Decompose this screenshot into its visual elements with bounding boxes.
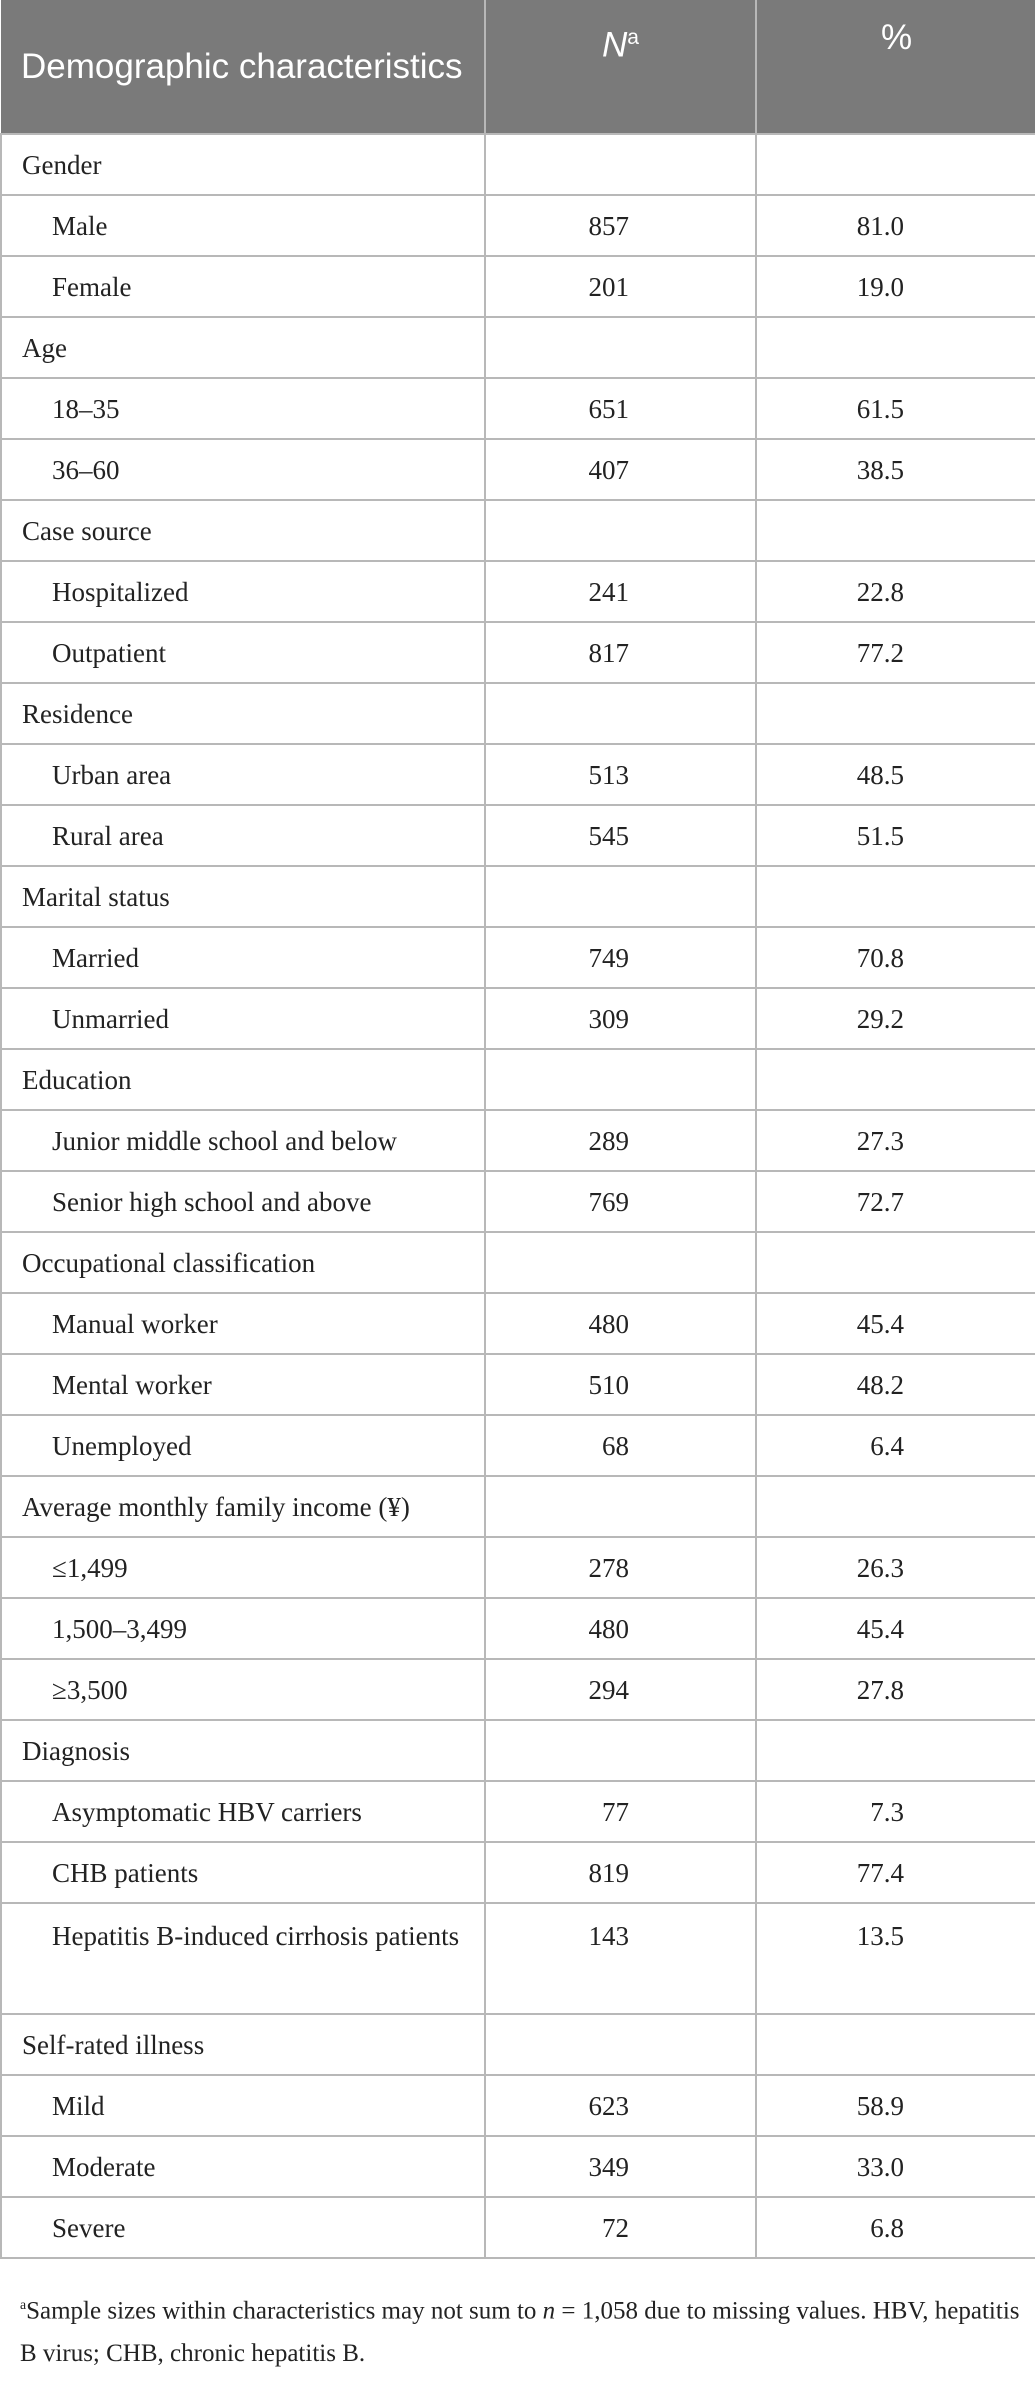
category-row [1,1720,1035,1781]
row-label: 36–60 [1,439,485,500]
row-label: Asymptomatic HBV carriers [1,1781,485,1842]
percent-cell [756,1049,1035,1110]
row-label: Severe [1,2197,485,2258]
count-cell: 513 [485,744,756,805]
table-row [1,988,1035,1049]
count-cell [485,134,756,195]
row-label: Mild [1,2075,485,2136]
count-cell: 545 [485,805,756,866]
table-row [1,1110,1035,1171]
category-row [1,1049,1035,1110]
category-label: Diagnosis [1,1720,485,1781]
percent-cell: 45.4 [756,1598,1035,1659]
table-row [1,256,1035,317]
category-label: Gender [1,134,485,195]
count-cell: 407 [485,439,756,500]
percent-cell: 22.8 [756,561,1035,622]
row-label: 1,500–3,499 [1,1598,485,1659]
count-cell: 857 [485,195,756,256]
table-row [1,1598,1035,1659]
footnote-text-before: Sample sizes within characteristics may not sum to [26,2297,543,2325]
table-row [1,2075,1035,2136]
percent-cell: 72.7 [756,1171,1035,1232]
category-row [1,134,1035,195]
count-cell: 749 [485,927,756,988]
row-label: Manual worker [1,1293,485,1354]
count-cell [485,1720,756,1781]
table-row [1,1537,1035,1598]
table-row [1,439,1035,500]
count-cell: 510 [485,1354,756,1415]
count-cell: 77 [485,1781,756,1842]
category-label: Education [1,1049,485,1110]
row-label: Rural area [1,805,485,866]
count-cell [485,2014,756,2075]
category-row [1,1232,1035,1293]
table-header [1,0,1035,134]
percent-cell: 77.4 [756,1842,1035,1903]
count-cell: 201 [485,256,756,317]
table-row [1,561,1035,622]
percent-cell [756,683,1035,744]
table-row [1,1354,1035,1415]
count-cell: 289 [485,1110,756,1171]
percent-cell: 51.5 [756,805,1035,866]
percent-cell: 6.4 [756,1415,1035,1476]
percent-cell: 81.0 [756,195,1035,256]
table-row [1,1903,1035,2014]
percent-cell [756,134,1035,195]
category-label: Residence [1,683,485,744]
table-row [1,744,1035,805]
percent-cell: 26.3 [756,1537,1035,1598]
row-label: Outpatient [1,622,485,683]
count-cell: 623 [485,2075,756,2136]
header-n-superscript: a [627,26,639,49]
row-label: Mental worker [1,1354,485,1415]
table-row [1,1415,1035,1476]
percent-cell: 13.5 [756,1903,1035,2014]
count-cell: 651 [485,378,756,439]
count-cell: 143 [485,1903,756,2014]
table-row [1,805,1035,866]
header-row [1,0,1035,134]
table-row [1,622,1035,683]
percent-cell [756,866,1035,927]
table-row [1,2197,1035,2258]
table-row [1,927,1035,988]
count-cell [485,317,756,378]
count-cell [485,500,756,561]
row-label: Unmarried [1,988,485,1049]
header-n [485,0,756,134]
percent-cell [756,1232,1035,1293]
percent-cell: 29.2 [756,988,1035,1049]
category-label: Marital status [1,866,485,927]
percent-cell: 77.2 [756,622,1035,683]
table-row [1,1293,1035,1354]
percent-cell [756,2014,1035,2075]
category-label: Age [1,317,485,378]
category-label: Self-rated illness [1,2014,485,2075]
row-label: Urban area [1,744,485,805]
count-cell: 68 [485,1415,756,1476]
count-cell: 349 [485,2136,756,2197]
category-label: Average monthly family income (¥) [1,1476,485,1537]
count-cell [485,683,756,744]
table-row [1,1781,1035,1842]
count-cell: 72 [485,2197,756,2258]
footnote-mark: a [20,2297,27,2312]
count-cell: 769 [485,1171,756,1232]
percent-cell: 48.5 [756,744,1035,805]
percent-cell: 6.8 [756,2197,1035,2258]
count-cell [485,866,756,927]
count-cell [485,1049,756,1110]
category-row [1,500,1035,561]
table-row [1,378,1035,439]
row-label: Unemployed [1,1415,485,1476]
percent-cell [756,317,1035,378]
percent-cell: 19.0 [756,256,1035,317]
row-label: Hepatitis B-induced cirrhosis patients [1,1903,485,2014]
category-row [1,317,1035,378]
category-row [1,1476,1035,1537]
percent-cell: 61.5 [756,378,1035,439]
count-cell: 294 [485,1659,756,1720]
table-row [1,1842,1035,1903]
table-row [1,1659,1035,1720]
header-n-label: N [602,25,628,65]
header-demographic-characteristics: Demographic characteristics [1,0,485,134]
category-row [1,683,1035,744]
percent-cell: 38.5 [756,439,1035,500]
percent-cell: 27.3 [756,1110,1035,1171]
table-row [1,195,1035,256]
percent-cell: 70.8 [756,927,1035,988]
table-body [1,134,1035,2258]
row-label: ≤1,499 [1,1537,485,1598]
count-cell: 309 [485,988,756,1049]
category-row [1,866,1035,927]
row-label: Moderate [1,2136,485,2197]
count-cell: 819 [485,1842,756,1903]
percent-cell: 33.0 [756,2136,1035,2197]
row-label: Female [1,256,485,317]
count-cell: 480 [485,1598,756,1659]
count-cell: 278 [485,1537,756,1598]
category-label: Occupational classification [1,1232,485,1293]
percent-cell: 27.8 [756,1659,1035,1720]
percent-cell [756,1476,1035,1537]
percent-cell: 45.4 [756,1293,1035,1354]
footnote-n: n [542,2297,556,2325]
category-label: Case source [1,500,485,561]
count-cell: 480 [485,1293,756,1354]
row-label: Married [1,927,485,988]
percent-cell [756,500,1035,561]
percent-cell: 58.9 [756,2075,1035,2136]
footnote-text-after: = 1,058 due to missing values. HBV, hepatitis B virus; CHB, chronic hepatitis B. [20,2297,1020,2368]
percent-cell: 48.2 [756,1354,1035,1415]
count-cell [485,1476,756,1537]
percent-cell: 7.3 [756,1781,1035,1842]
row-label: Junior middle school and below [1,1110,485,1171]
row-label: 18–35 [1,378,485,439]
row-label: Male [1,195,485,256]
count-cell: 817 [485,622,756,683]
percent-cell [756,1720,1035,1781]
table-footnote [20,2283,1020,2375]
row-label: Hospitalized [1,561,485,622]
row-label: ≥3,500 [1,1659,485,1720]
row-label: CHB patients [1,1842,485,1903]
category-row [1,2014,1035,2075]
count-cell [485,1232,756,1293]
header-percent: % [756,0,1035,134]
row-label: Senior high school and above [1,1171,485,1232]
count-cell: 241 [485,561,756,622]
table-row [1,2136,1035,2197]
table-row [1,1171,1035,1232]
